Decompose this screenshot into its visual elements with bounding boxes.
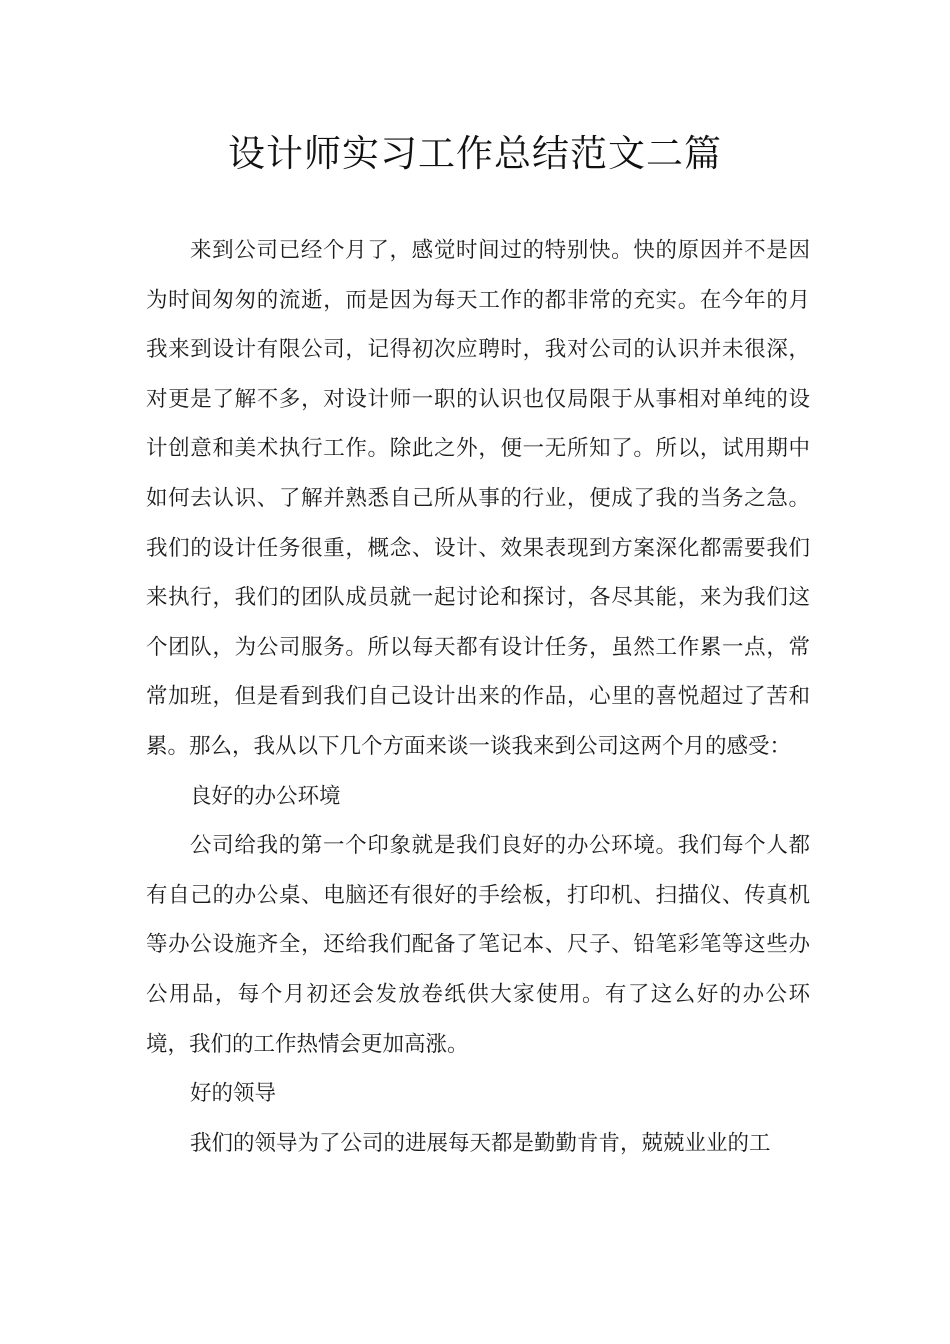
document-body	[146, 226, 810, 1168]
paragraph-good-leadership: 我们的领导为了公司的进展每天都是勤勤肯肯，兢兢业业的工	[190, 1130, 771, 1156]
section-heading-good-leadership: 好的领导	[190, 1081, 277, 1107]
paragraph-intro: 来到公司已经个月了，感觉时间过的特别快。快的原因并不是因为时间匆匆的流逝，而是因为每天工作的都非常的充实。在今年的月我来到设计有限公司，记得初次应聘时，我对公司的认识并未很深，对更是了解不多，对设计师一职的认识也仅局限于从事相对单纯的设计创意和美术执行工作。除此之外，便一无所知了。所以，试用期中如何去认识、了解并熟悉自己所从事的行业，便成了我的当务之急。我们的设计任务很重，概念、设计、效果表现到方案深化都需要我们来执行，我们的团队成员就一起讨论和探讨，各尽其能，来为我们这个团队，为公司服务。所以每天都有设计任务，虽然工作累一点，常常加班，但是看到我们自己设计出来的作品，心里的喜悦超过了苦和累。那么，我从以下几个方面来谈一谈我来到公司这两个月的感受：	[146, 238, 810, 759]
paragraph-office-environment: 公司给我的第一个印象就是我们良好的办公环境。我们每个人都有自己的办公桌、电脑还有很好的手绘板，打印机、扫描仪、传真机等办公设施齐全，还给我们配备了笔记本、尺子、铅笔彩笔等这些办公用品，每个月初还会发放卷纸供大家使用。有了这么好的办公环境，我们的工作热情会更加高涨。	[146, 833, 810, 1057]
section-heading-office-environment: 良好的办公环境	[190, 783, 341, 809]
document-title: 设计师实习工作总结范文二篇	[228, 132, 722, 175]
